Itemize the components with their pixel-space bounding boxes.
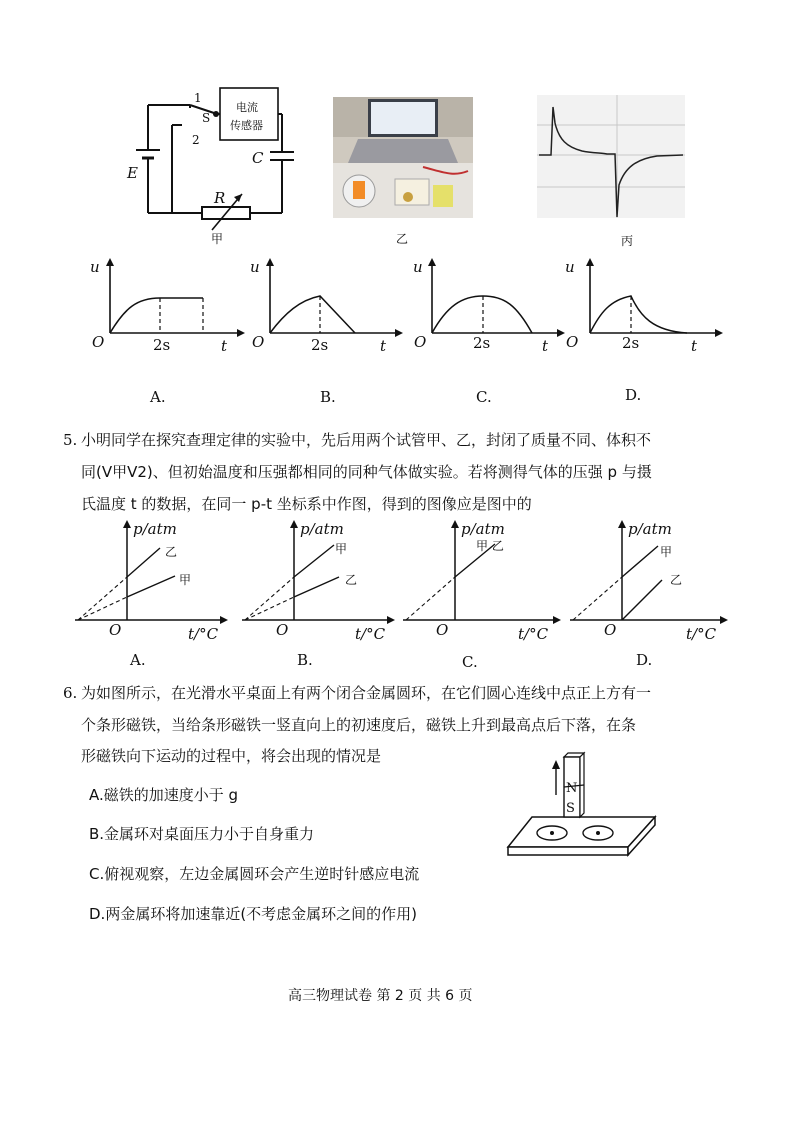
q4d-option-label: D. (625, 386, 642, 404)
q5c-origin: O (436, 621, 449, 639)
magnet-s-label: S (566, 801, 575, 816)
switch-pos2-label: 2 (192, 133, 200, 147)
q4b-tick: 2s (311, 336, 329, 354)
q4b-origin: O (252, 333, 265, 351)
q4-graph-d (575, 258, 725, 368)
q5d-option-label: D. (636, 651, 653, 669)
q5b-lower-label: 乙 (345, 573, 358, 587)
q4a-option-label: A. (150, 388, 166, 406)
experiment-photo (333, 97, 473, 218)
q4d-origin: O (566, 333, 579, 351)
experiment-photo-illustration (333, 97, 473, 218)
q6-option-a: A.磁铁的加速度小于 g (89, 786, 239, 804)
q5b-origin: O (276, 621, 289, 639)
velocity-arrowhead (552, 760, 560, 769)
q4d-y-label: u (565, 258, 575, 276)
q4d-tick: 2s (622, 334, 640, 352)
q4c-y-label: u (413, 258, 423, 276)
circuit-diagram (120, 80, 310, 250)
q4a-origin: O (92, 333, 105, 351)
q4b-option-label: B. (320, 388, 336, 406)
q4c-option-label: C. (476, 388, 492, 406)
table-side (508, 847, 628, 855)
magnet-rings-figure (500, 745, 670, 865)
figure-caption-bing: 丙 (621, 234, 634, 248)
q6-option-b: B.金属环对桌面压力小于自身重力 (89, 825, 315, 843)
q6-text-line1: 为如图所示，在光滑水平桌面上有两个闭合金属圆环，在它们圆心连线中点正上方有一 (81, 684, 652, 702)
q5a-x-label: t/°C (188, 625, 219, 643)
switch-pos1-label: 1 (194, 91, 202, 105)
page-footer: 高三物理试卷 第 2 页 共 6 页 (288, 988, 473, 1004)
q4d-x-label: t (691, 337, 698, 355)
q4c-curve (432, 296, 532, 333)
q5c-x-label: t/°C (518, 625, 549, 643)
q6-text-line2: 个条形磁铁，当给条形磁铁一竖直向上的初速度后，磁铁上升到最高点后下落，在条 (81, 716, 637, 734)
battery-label: E (127, 164, 138, 182)
q5b-upper-label: 甲 (335, 542, 348, 556)
q5-number: 5. (63, 431, 78, 449)
rheostat-arrowhead (234, 194, 242, 202)
q5b-option-label: B. (297, 651, 313, 669)
q5a-y-label: p/atm (133, 520, 177, 538)
q5a-option-label: A. (130, 651, 146, 669)
q5-text-line1: 小明同学在探究查理定律的实验中，先后用两个试管甲、乙，封闭了质量不同、体积不 (81, 431, 652, 449)
q4a-tick: 2s (153, 336, 171, 354)
q5b-y-label: p/atm (300, 520, 344, 538)
q4d-curve (590, 296, 687, 333)
q6-number: 6. (63, 684, 78, 702)
q4b-x-label: t (380, 337, 387, 355)
q5b-x-label: t/°C (355, 625, 386, 643)
q5d-upper-label: 甲 (660, 545, 673, 559)
q4c-origin: O (414, 333, 427, 351)
q5d-lower-label: 乙 (670, 573, 683, 587)
q4a-curve (110, 298, 203, 333)
capacitor-label: C (252, 149, 264, 167)
q6-text-line3: 形磁铁向下运动的过程中，将会出现的情况是 (81, 747, 382, 765)
q4a-x-label: t (221, 337, 228, 355)
q6-option-d: D.两金属环将加速靠近(不考虑金属环之间的作用) (89, 905, 418, 923)
switch-label: S (202, 111, 211, 125)
q4c-x-label: t (542, 337, 549, 355)
q5a-origin: O (109, 621, 122, 639)
sensor-label-line2: 传感器 (230, 119, 263, 132)
q5-text-line2: 同(V甲V2)、但初始温度和压强都相同的同种气体做实验。若将测得气体的压强 p 与摄 (81, 463, 652, 481)
magnet-n-label: N (566, 781, 578, 796)
sensor-label-line1: 电流 (236, 101, 258, 114)
q4c-tick: 2s (473, 334, 491, 352)
q5a-lower-label: 甲 (179, 573, 192, 587)
q4a-y-label: u (90, 258, 100, 276)
q5-text-line3: 氏温度 t 的数据，在同一 p-t 坐标系中作图，得到的图像应是图中的 (81, 495, 532, 513)
q5d-x-label: t/°C (686, 625, 717, 643)
figure-caption-jia: 甲 (211, 232, 224, 246)
current-waveform-plot (537, 95, 685, 218)
q5c-y-label: p/atm (461, 520, 505, 538)
q4b-y-label: u (250, 258, 260, 276)
q4b-curve (270, 296, 355, 333)
q5d-y-label: p/atm (628, 520, 672, 538)
figure-caption-yi: 乙 (396, 232, 409, 246)
q6-option-c: C.俯视观察，左边金属圆环会产生逆时针感应电流 (89, 865, 420, 883)
q5a-upper-label: 乙 (165, 545, 178, 559)
q5c-upper-label: 甲 乙 (476, 539, 504, 553)
q5d-origin: O (604, 621, 617, 639)
q5c-option-label: C. (462, 653, 478, 671)
resistor-label: R (214, 189, 226, 207)
